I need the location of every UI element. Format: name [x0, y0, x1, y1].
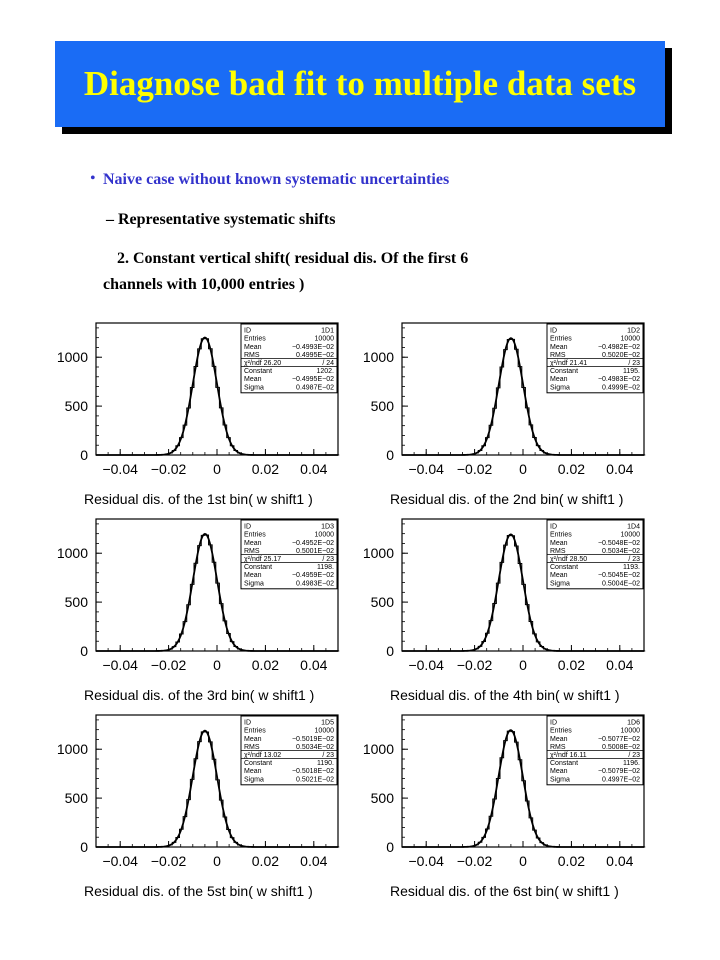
x-tick-label: 0.02: [251, 657, 280, 673]
x-tick-label: −0.02: [150, 657, 187, 673]
y-tick-label: 500: [370, 594, 394, 611]
stats-label: χ²/ndf 16.11: [550, 752, 587, 759]
stats-label: ID: [550, 327, 557, 335]
y-tick-label: 500: [64, 398, 88, 415]
stats-label: Mean: [244, 768, 262, 776]
histogram-panel-5: [46, 710, 371, 906]
x-axis-label: Residual dis. of the 5st bin( w shift1 ): [84, 883, 313, 899]
x-tick-label: −0.04: [102, 657, 138, 673]
stats-label: Mean: [244, 572, 262, 580]
stats-label: χ²/ndf 25.17: [244, 556, 282, 563]
x-tick-label: −0.02: [150, 853, 187, 869]
description-line-1: 2. Constant vertical shift( residual dis. Of the first 6: [117, 250, 469, 267]
description-line-2: channels with 10,000 entries ): [103, 276, 305, 293]
stats-label: Mean: [244, 735, 262, 743]
subitem-text: – Representative systematic shifts: [106, 211, 336, 228]
stats-value: / 23: [322, 556, 334, 563]
x-tick-label: 0: [213, 461, 221, 477]
y-tick-label: 1000: [56, 741, 88, 758]
stats-value: 1195.: [623, 368, 640, 376]
stats-value: / 23: [322, 752, 334, 759]
stats-value: −0.4952E−02: [291, 539, 334, 547]
stats-value: −0.5048E−02: [597, 539, 640, 547]
histogram-chart: [352, 514, 677, 710]
stats-label: ID: [550, 523, 557, 531]
x-tick-label: −0.02: [456, 461, 493, 477]
stats-value: 1D6: [627, 719, 640, 727]
histogram-panel-3: [46, 514, 371, 710]
stats-label: Mean: [550, 768, 568, 776]
stats-label: Sigma: [244, 384, 264, 392]
stats-value: 0.5001E−02: [296, 547, 334, 555]
stats-value: 10000: [314, 727, 334, 735]
histogram-chart: [46, 710, 371, 906]
stats-value: 10000: [620, 531, 640, 539]
stats-value: 0.5034E−02: [602, 547, 640, 555]
y-tick-label: 500: [64, 790, 88, 807]
stats-label: RMS: [244, 547, 260, 555]
histogram-panel-1: [46, 318, 371, 514]
stats-value: 0.5021E−02: [296, 776, 334, 784]
stats-value: 0.5008E−02: [602, 743, 640, 751]
x-tick-label: 0.04: [606, 657, 634, 673]
stats-value: −0.5077E−02: [597, 735, 640, 743]
bullet-text: Naive case without known systematic uncertainties: [103, 171, 450, 188]
stats-value: / 23: [628, 752, 640, 759]
y-tick-label: 0: [386, 447, 394, 463]
stats-label: RMS: [244, 743, 260, 751]
stats-value: 0.4983E−02: [296, 580, 334, 588]
stats-value: 1198.: [317, 564, 334, 572]
stats-label: ID: [244, 327, 251, 335]
histogram-panel-2: [352, 318, 677, 514]
stats-label: Entries: [550, 727, 572, 735]
stats-label: Sigma: [550, 580, 570, 588]
stats-value: 10000: [314, 335, 334, 343]
y-tick-label: 500: [64, 594, 88, 611]
stats-label: Constant: [550, 760, 579, 768]
stats-label: Mean: [244, 343, 262, 351]
x-tick-label: 0: [213, 853, 221, 869]
stats-value: 0.5034E−02: [296, 743, 334, 751]
y-tick-label: 1000: [56, 545, 88, 562]
stats-value: 0.4987E−02: [296, 384, 334, 392]
x-tick-label: 0: [519, 853, 527, 869]
x-tick-label: 0: [519, 461, 527, 477]
stats-label: Entries: [244, 531, 266, 539]
stats-label: Mean: [550, 572, 568, 580]
stats-value: −0.5018E−02: [291, 768, 334, 776]
stats-value: / 23: [628, 360, 640, 367]
stats-label: Mean: [550, 376, 568, 384]
stats-label: Mean: [550, 539, 568, 547]
stats-value: / 23: [628, 556, 640, 563]
stats-label: Entries: [244, 335, 266, 343]
stats-value: 0.5004E−02: [602, 580, 640, 588]
stats-value: −0.4983E−02: [597, 376, 640, 384]
stats-label: Sigma: [244, 580, 264, 588]
x-tick-label: 0.02: [557, 853, 586, 869]
y-tick-label: 0: [80, 839, 88, 855]
stats-value: −0.4993E−02: [291, 343, 334, 351]
x-axis-label: Residual dis. of the 6st bin( w shift1 ): [390, 883, 619, 899]
x-tick-label: −0.02: [456, 853, 493, 869]
x-tick-label: 0.04: [606, 853, 634, 869]
page-title: Diagnose bad fit to multiple data sets: [83, 64, 637, 103]
stats-label: Constant: [244, 564, 273, 572]
stats-label: χ²/ndf 13.02: [244, 752, 282, 759]
y-tick-label: 0: [386, 643, 394, 659]
y-tick-label: 0: [80, 643, 88, 659]
stats-label: Entries: [244, 727, 266, 735]
stats-label: ID: [244, 523, 251, 531]
y-tick-label: 500: [370, 398, 394, 415]
histogram-chart: [352, 318, 677, 514]
stats-label: Sigma: [550, 776, 570, 784]
x-axis-label: Residual dis. of the 1st bin( w shift1 ): [84, 491, 313, 507]
stats-value: 0.4997E−02: [602, 776, 640, 784]
stats-value: −0.4959E−02: [291, 572, 334, 580]
x-tick-label: −0.02: [456, 657, 493, 673]
x-tick-label: 0.04: [606, 461, 634, 477]
stats-value: −0.5079E−02: [597, 768, 640, 776]
histogram-chart: [46, 514, 371, 710]
stats-value: 1D1: [321, 327, 334, 335]
stats-value: 1D5: [321, 719, 334, 727]
stats-value: −0.5019E−02: [291, 735, 334, 743]
x-tick-label: 0.02: [557, 657, 586, 673]
stats-label: ID: [244, 719, 251, 727]
stats-label: Mean: [550, 735, 568, 743]
x-tick-label: 0.04: [300, 657, 328, 673]
y-tick-label: 0: [386, 839, 394, 855]
stats-label: RMS: [550, 743, 566, 751]
stats-label: Mean: [550, 343, 568, 351]
stats-value: 0.4999E−02: [602, 384, 640, 392]
stats-value: 10000: [314, 531, 334, 539]
y-tick-label: 500: [370, 790, 394, 807]
stats-label: ID: [550, 719, 557, 727]
stats-label: Constant: [244, 760, 273, 768]
stats-label: Mean: [244, 539, 262, 547]
x-tick-label: 0.02: [251, 461, 280, 477]
x-tick-label: 0: [213, 657, 221, 673]
stats-value: 1190.: [317, 760, 334, 768]
bullet-icon: •: [90, 170, 96, 187]
x-tick-label: −0.04: [408, 853, 444, 869]
stats-label: Constant: [550, 564, 579, 572]
stats-label: Sigma: [550, 384, 570, 392]
histogram-panel-4: [352, 514, 677, 710]
stats-value: 1D2: [627, 327, 640, 335]
x-axis-label: Residual dis. of the 3rd bin( w shift1 ): [84, 687, 315, 703]
histogram-panel-6: [352, 710, 677, 906]
x-tick-label: 0: [519, 657, 527, 673]
x-tick-label: 0.02: [251, 853, 280, 869]
stats-label: Constant: [550, 368, 579, 376]
x-tick-label: 0.04: [300, 461, 328, 477]
x-axis-label: Residual dis. of the 4th bin( w shift1 ): [390, 687, 620, 703]
stats-value: 1196.: [623, 760, 640, 768]
stats-value: 1202.: [316, 368, 334, 376]
y-tick-label: 1000: [56, 349, 88, 366]
stats-label: Entries: [550, 531, 572, 539]
x-axis-label: Residual dis. of the 2nd bin( w shift1 ): [390, 491, 624, 507]
stats-label: RMS: [244, 351, 260, 359]
description-text: [103, 246, 663, 298]
stats-value: −0.4982E−02: [597, 343, 640, 351]
y-tick-label: 0: [80, 447, 88, 463]
stats-value: 10000: [620, 727, 640, 735]
histogram-chart: [46, 318, 371, 514]
stats-label: χ²/ndf 21.41: [550, 360, 588, 367]
stats-label: Constant: [244, 368, 273, 376]
x-tick-label: 0.02: [557, 461, 586, 477]
x-tick-label: −0.04: [102, 461, 138, 477]
x-tick-label: −0.04: [102, 853, 138, 869]
histogram-chart: [352, 710, 677, 906]
x-tick-label: −0.02: [150, 461, 187, 477]
stats-value: 0.4995E−02: [296, 351, 334, 359]
stats-value: / 24: [322, 360, 334, 367]
stats-value: −0.4995E−02: [291, 376, 334, 384]
x-tick-label: −0.04: [408, 461, 444, 477]
stats-label: RMS: [550, 547, 566, 555]
stats-label: Entries: [550, 335, 572, 343]
stats-value: 1D3: [321, 523, 334, 531]
stats-value: 1D4: [627, 523, 640, 531]
y-tick-label: 1000: [362, 349, 394, 366]
stats-label: Sigma: [244, 776, 264, 784]
y-tick-label: 1000: [362, 545, 394, 562]
stats-label: χ²/ndf 26.20: [244, 360, 282, 367]
x-tick-label: 0.04: [300, 853, 328, 869]
title-banner: [55, 41, 665, 127]
stats-value: −0.5045E−02: [597, 572, 640, 580]
stats-value: 10000: [620, 335, 640, 343]
stats-label: Mean: [244, 376, 262, 384]
stats-value: 0.5020E−02: [602, 351, 640, 359]
stats-label: RMS: [550, 351, 566, 359]
stats-label: χ²/ndf 28.50: [550, 556, 588, 563]
stats-value: 1193.: [623, 564, 640, 572]
x-tick-label: −0.04: [408, 657, 444, 673]
y-tick-label: 1000: [362, 741, 394, 758]
